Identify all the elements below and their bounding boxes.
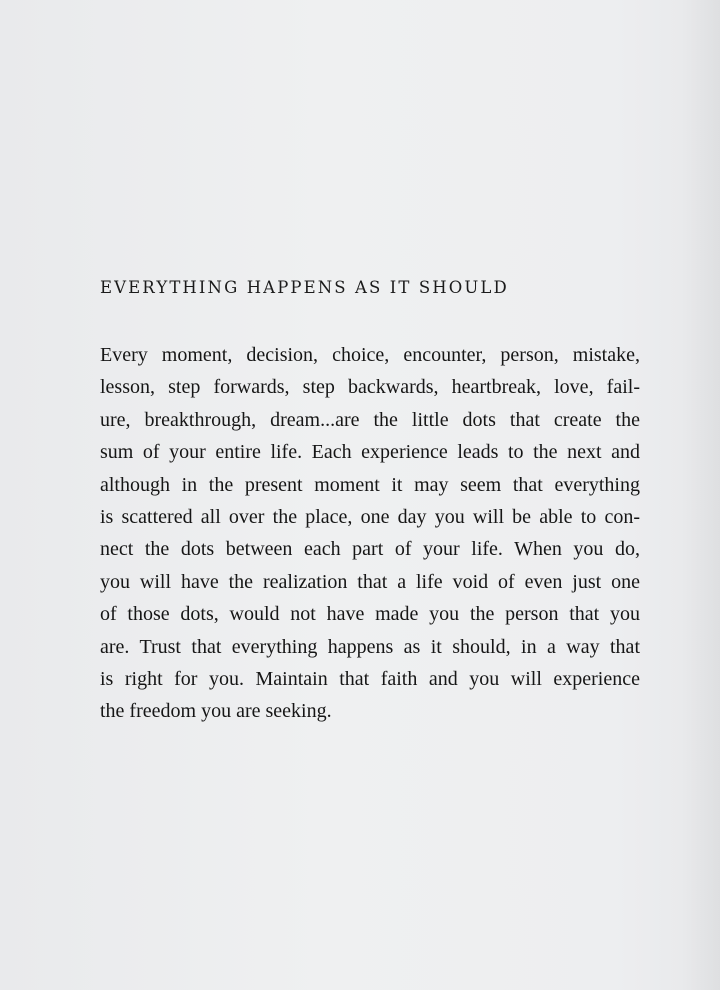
page-title: EVERYTHING HAPPENS AS IT SHOULD — [100, 278, 509, 297]
text-line: nect the dots between each part of your life. When you do, — [100, 538, 640, 561]
text-line: the freedom you are seeking. — [100, 700, 332, 723]
text-line: are. Trust that everything happens as it should, in a way that — [100, 635, 640, 658]
body-paragraph — [100, 339, 640, 728]
page-edge-shadow — [680, 0, 720, 990]
text-line: is scattered all over the place, one day you will be able to con- — [100, 505, 640, 528]
text-line: Every moment, decision, choice, encounter, person, mistake, — [100, 344, 640, 366]
text-line: sum of your entire life. Each experience leads to the next and — [100, 441, 640, 464]
text-line: although in the present moment it may seem that everything — [100, 473, 640, 496]
text-line: ure, breakthrough, dream...are the little dots that create the — [100, 408, 640, 431]
text-line: of those dots, would not have made you the person that you — [100, 603, 640, 626]
text-line: lesson, step forwards, step backwards, heartbreak, love, fail- — [100, 376, 640, 399]
text-line: you will have the realization that a life void of even just one — [100, 570, 640, 593]
text-line: is right for you. Maintain that faith and you will experience — [100, 667, 640, 690]
